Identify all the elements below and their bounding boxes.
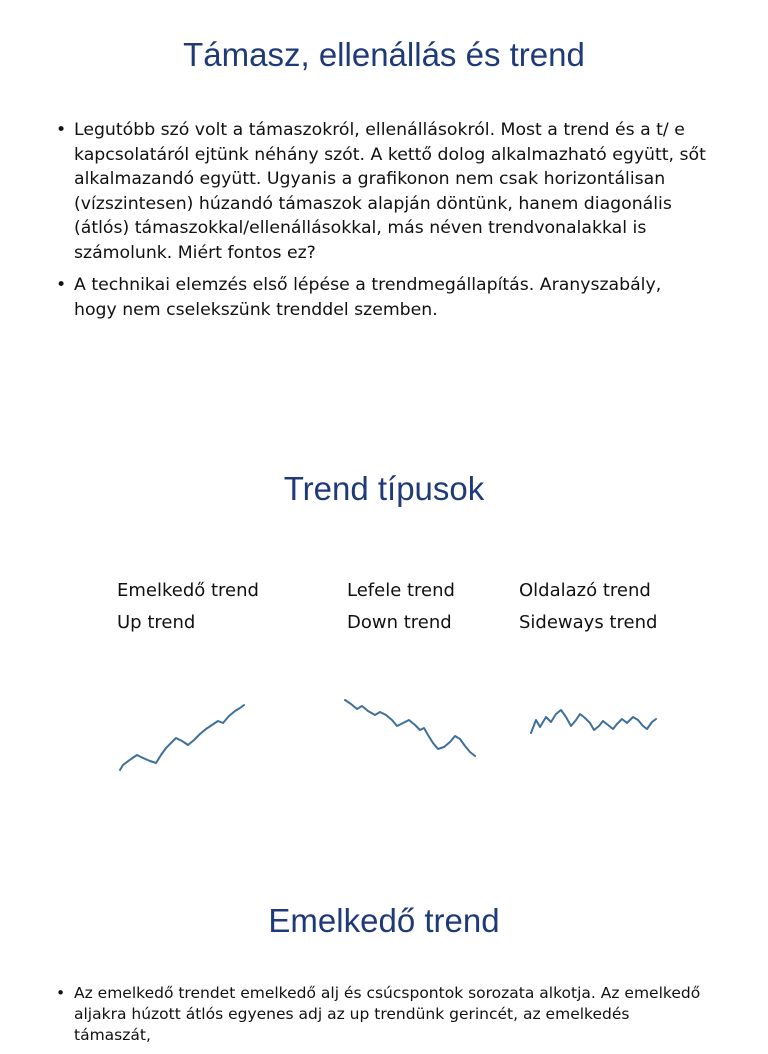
slide-title-up-trend: Emelkedő trend bbox=[268, 902, 500, 939]
up-trend-line-icon bbox=[115, 700, 250, 775]
up-trend-bullet-list bbox=[56, 983, 706, 1054]
up-trend-en-label: Up trend bbox=[117, 612, 196, 633]
down-trend-line-icon bbox=[340, 695, 480, 760]
down-trend-path bbox=[345, 700, 475, 756]
bullet-dot: • bbox=[56, 275, 67, 295]
up-trend-path bbox=[120, 705, 244, 770]
intro-bullet-list bbox=[56, 118, 706, 330]
sideways-trend-line-icon bbox=[527, 700, 662, 740]
slide-title-trend-types: Trend típusok bbox=[283, 470, 485, 507]
up-trend-hu-label: Emelkedő trend bbox=[117, 580, 259, 601]
down-trend-hu-label: Lefele trend bbox=[347, 580, 455, 601]
sideways-trend-path bbox=[531, 710, 656, 733]
bullet-text: A technikai elemzés első lépése a trendmegállapítás. Aranyszabály, hogy nem cselekszünk trenddel szemben. bbox=[74, 275, 662, 320]
bullet-dot: • bbox=[56, 984, 66, 1002]
bullet-text: Legutóbb szó volt a támaszokról, ellenállásokról. Most a trend és a t/ e kapcsolatáról ejtünk néhány szót. A kettő dolog alkalmazható együtt, sőt alkalmazandó együtt. Ugyanis a grafikonon nem csak horizontálisan (vízszintesen) húzandó támaszok alapján döntünk, hanem diagonális (átlós) támaszokkal/ellenállásokkal, más néven trendvonalakkal is számolunk. Miért fontos ez? bbox=[74, 120, 706, 263]
bullet-text: Az emelkedő trendet emelkedő alj és csúcspontok sorozata alkotja. Az emelkedő aljakra húzott átlós egyenes adj az up trendünk gerincét, az emelkedés támaszát, bbox=[74, 984, 701, 1044]
bullet-item bbox=[56, 118, 706, 265]
sideways-trend-en-label: Sideways trend bbox=[519, 612, 658, 633]
sideways-trend-hu-label: Oldalazó trend bbox=[519, 580, 651, 601]
bullet-item bbox=[56, 983, 706, 1046]
slide-title-support-resistance: Támasz, ellenállás és trend bbox=[183, 36, 585, 73]
bullet-dot: • bbox=[56, 120, 67, 140]
down-trend-en-label: Down trend bbox=[347, 612, 452, 633]
bullet-item bbox=[56, 273, 706, 322]
